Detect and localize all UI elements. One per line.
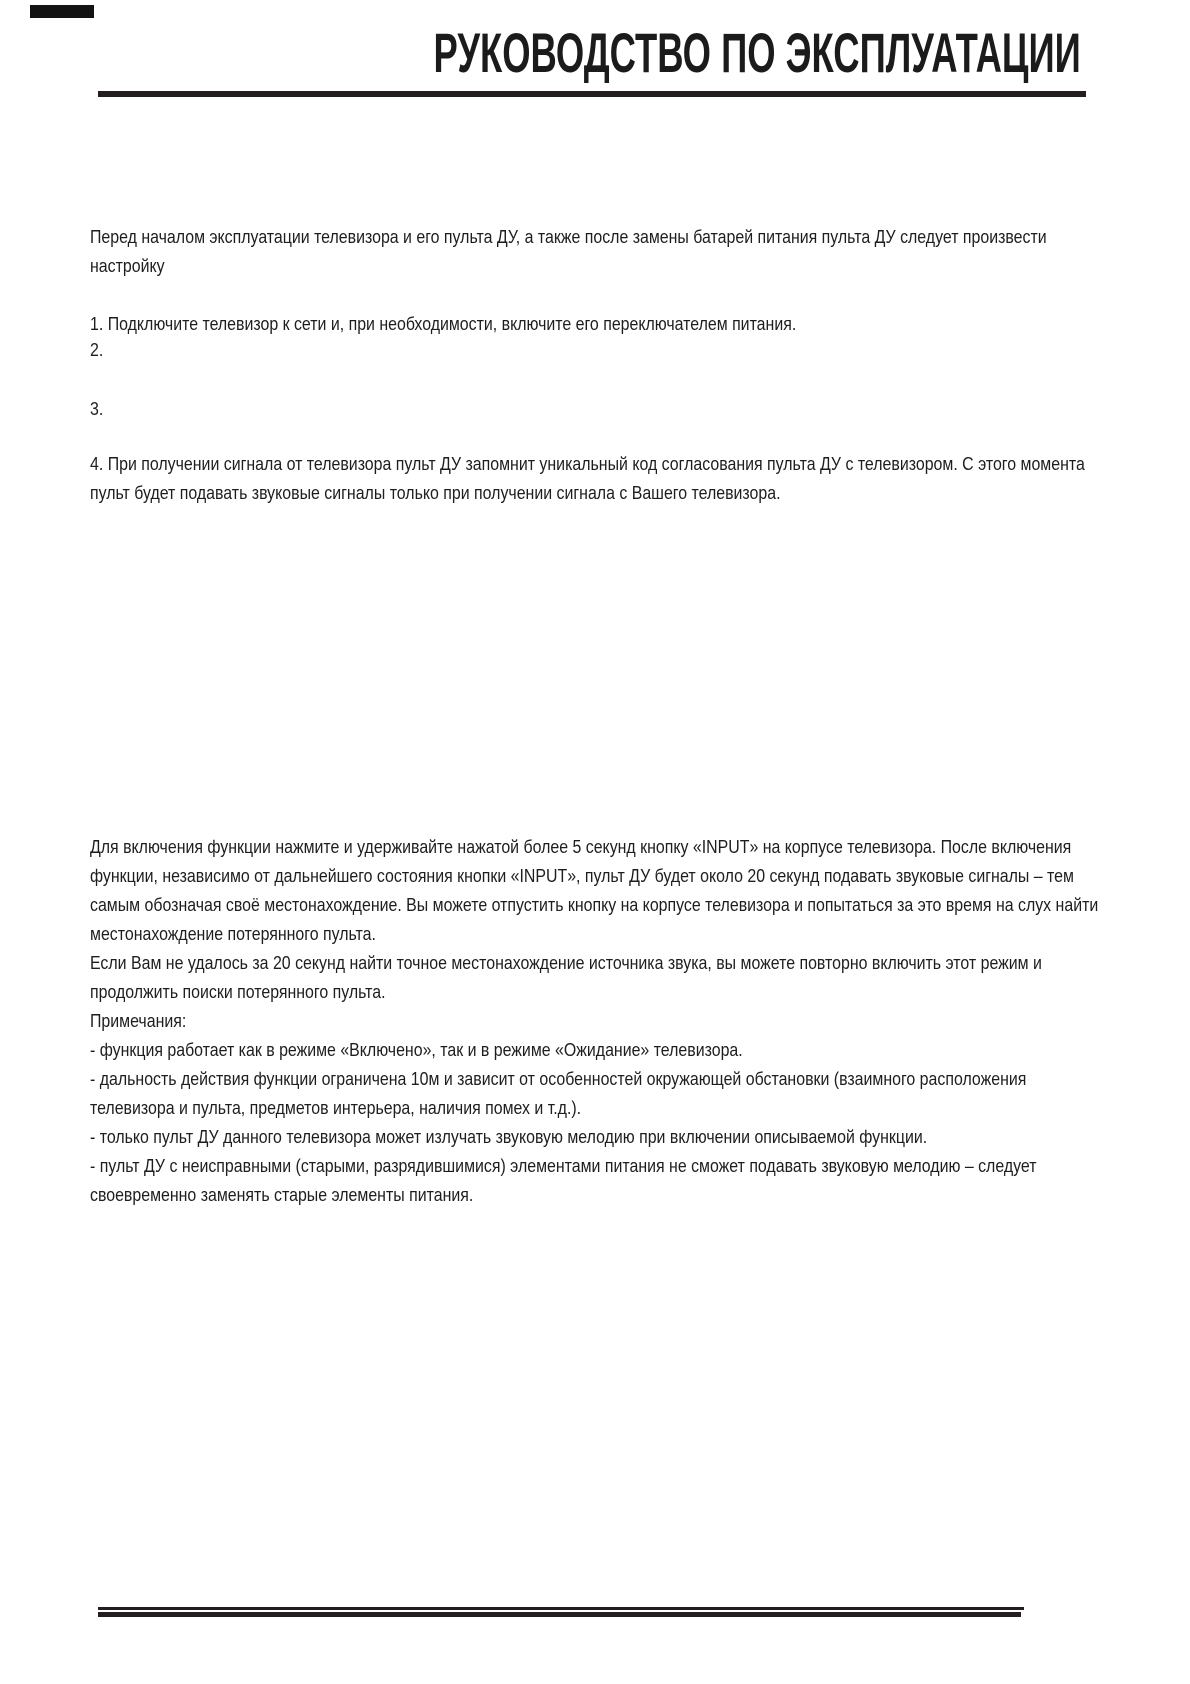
find-remote-section [90, 832, 1105, 1209]
note-item-4: - пульт ДУ с неисправными (старыми, разрядившимися) элементами питания не сможет подавать звуковую мелодию – следует своевременно заменять старые элементы питания. [90, 1155, 1037, 1205]
setup-intro-paragraph: Перед началом эксплуатации телевизора и его пульта ДУ, а также после замены батарей питания пульта ДУ следует произвести настройку [90, 226, 1047, 276]
page-title: РУКОВОДСТВО ПО ЭКСПЛУАТАЦИИ [433, 21, 1081, 84]
note-item-3: - только пульт ДУ данного телевизора может излучать звуковую мелодию при включении описываемой функции. [90, 1126, 928, 1147]
find-remote-paragraph-2: Если Вам не удалось за 20 секунд найти точное местонахождение источника звука, вы можете повторно включить этот режим и продолжить поиски потерянного пульта. [90, 952, 1042, 1002]
setup-step-2: 2. [90, 339, 104, 360]
body-text-column [90, 0, 1105, 1684]
footer-rule-bottom [98, 1612, 1021, 1617]
note-item-1: - функция работает как в режиме «Включено», так и в режиме «Ожидание» телевизора. [90, 1039, 743, 1060]
setup-step-4: 4. При получении сигнала от телевизора пульт ДУ запомнит уникальный код согласования пульта ДУ с телевизором. С этого момента пульт будет подавать звуковые сигналы только при получении сигнала с Вашего телевизора. [90, 453, 1085, 503]
setup-step-1: 1. Подключите телевизор к сети и, при необходимости, включите его переключателем питания. [90, 313, 797, 334]
notes-label: Примечания: [90, 1010, 187, 1031]
footer-rule-top [98, 1607, 1024, 1610]
note-item-2: - дальность действия функции ограничена 10м и зависит от особенностей окружающей обстановки (взаимного расположения телевизора и пульта, предметов интерьера, наличия помех и т.д.). [90, 1068, 1027, 1118]
scan-artifact-mark [30, 5, 94, 18]
find-remote-paragraph-1: Для включения функции нажмите и удерживайте нажатой более 5 секунд кнопку «INPUT» на корпусе телевизора. После включения функции, независимо от дальнейшего состояния кнопки «INPUT», пульт ДУ будет около 20 секунд подавать звуковые сигналы – тем самым обозначая своё местонахождение. Вы можете отпустить кнопку на корпусе телевизора и попытаться за это время на слух найти местонахождение потерянного пульта. [90, 836, 1099, 944]
setup-step-3: 3. [90, 398, 104, 419]
